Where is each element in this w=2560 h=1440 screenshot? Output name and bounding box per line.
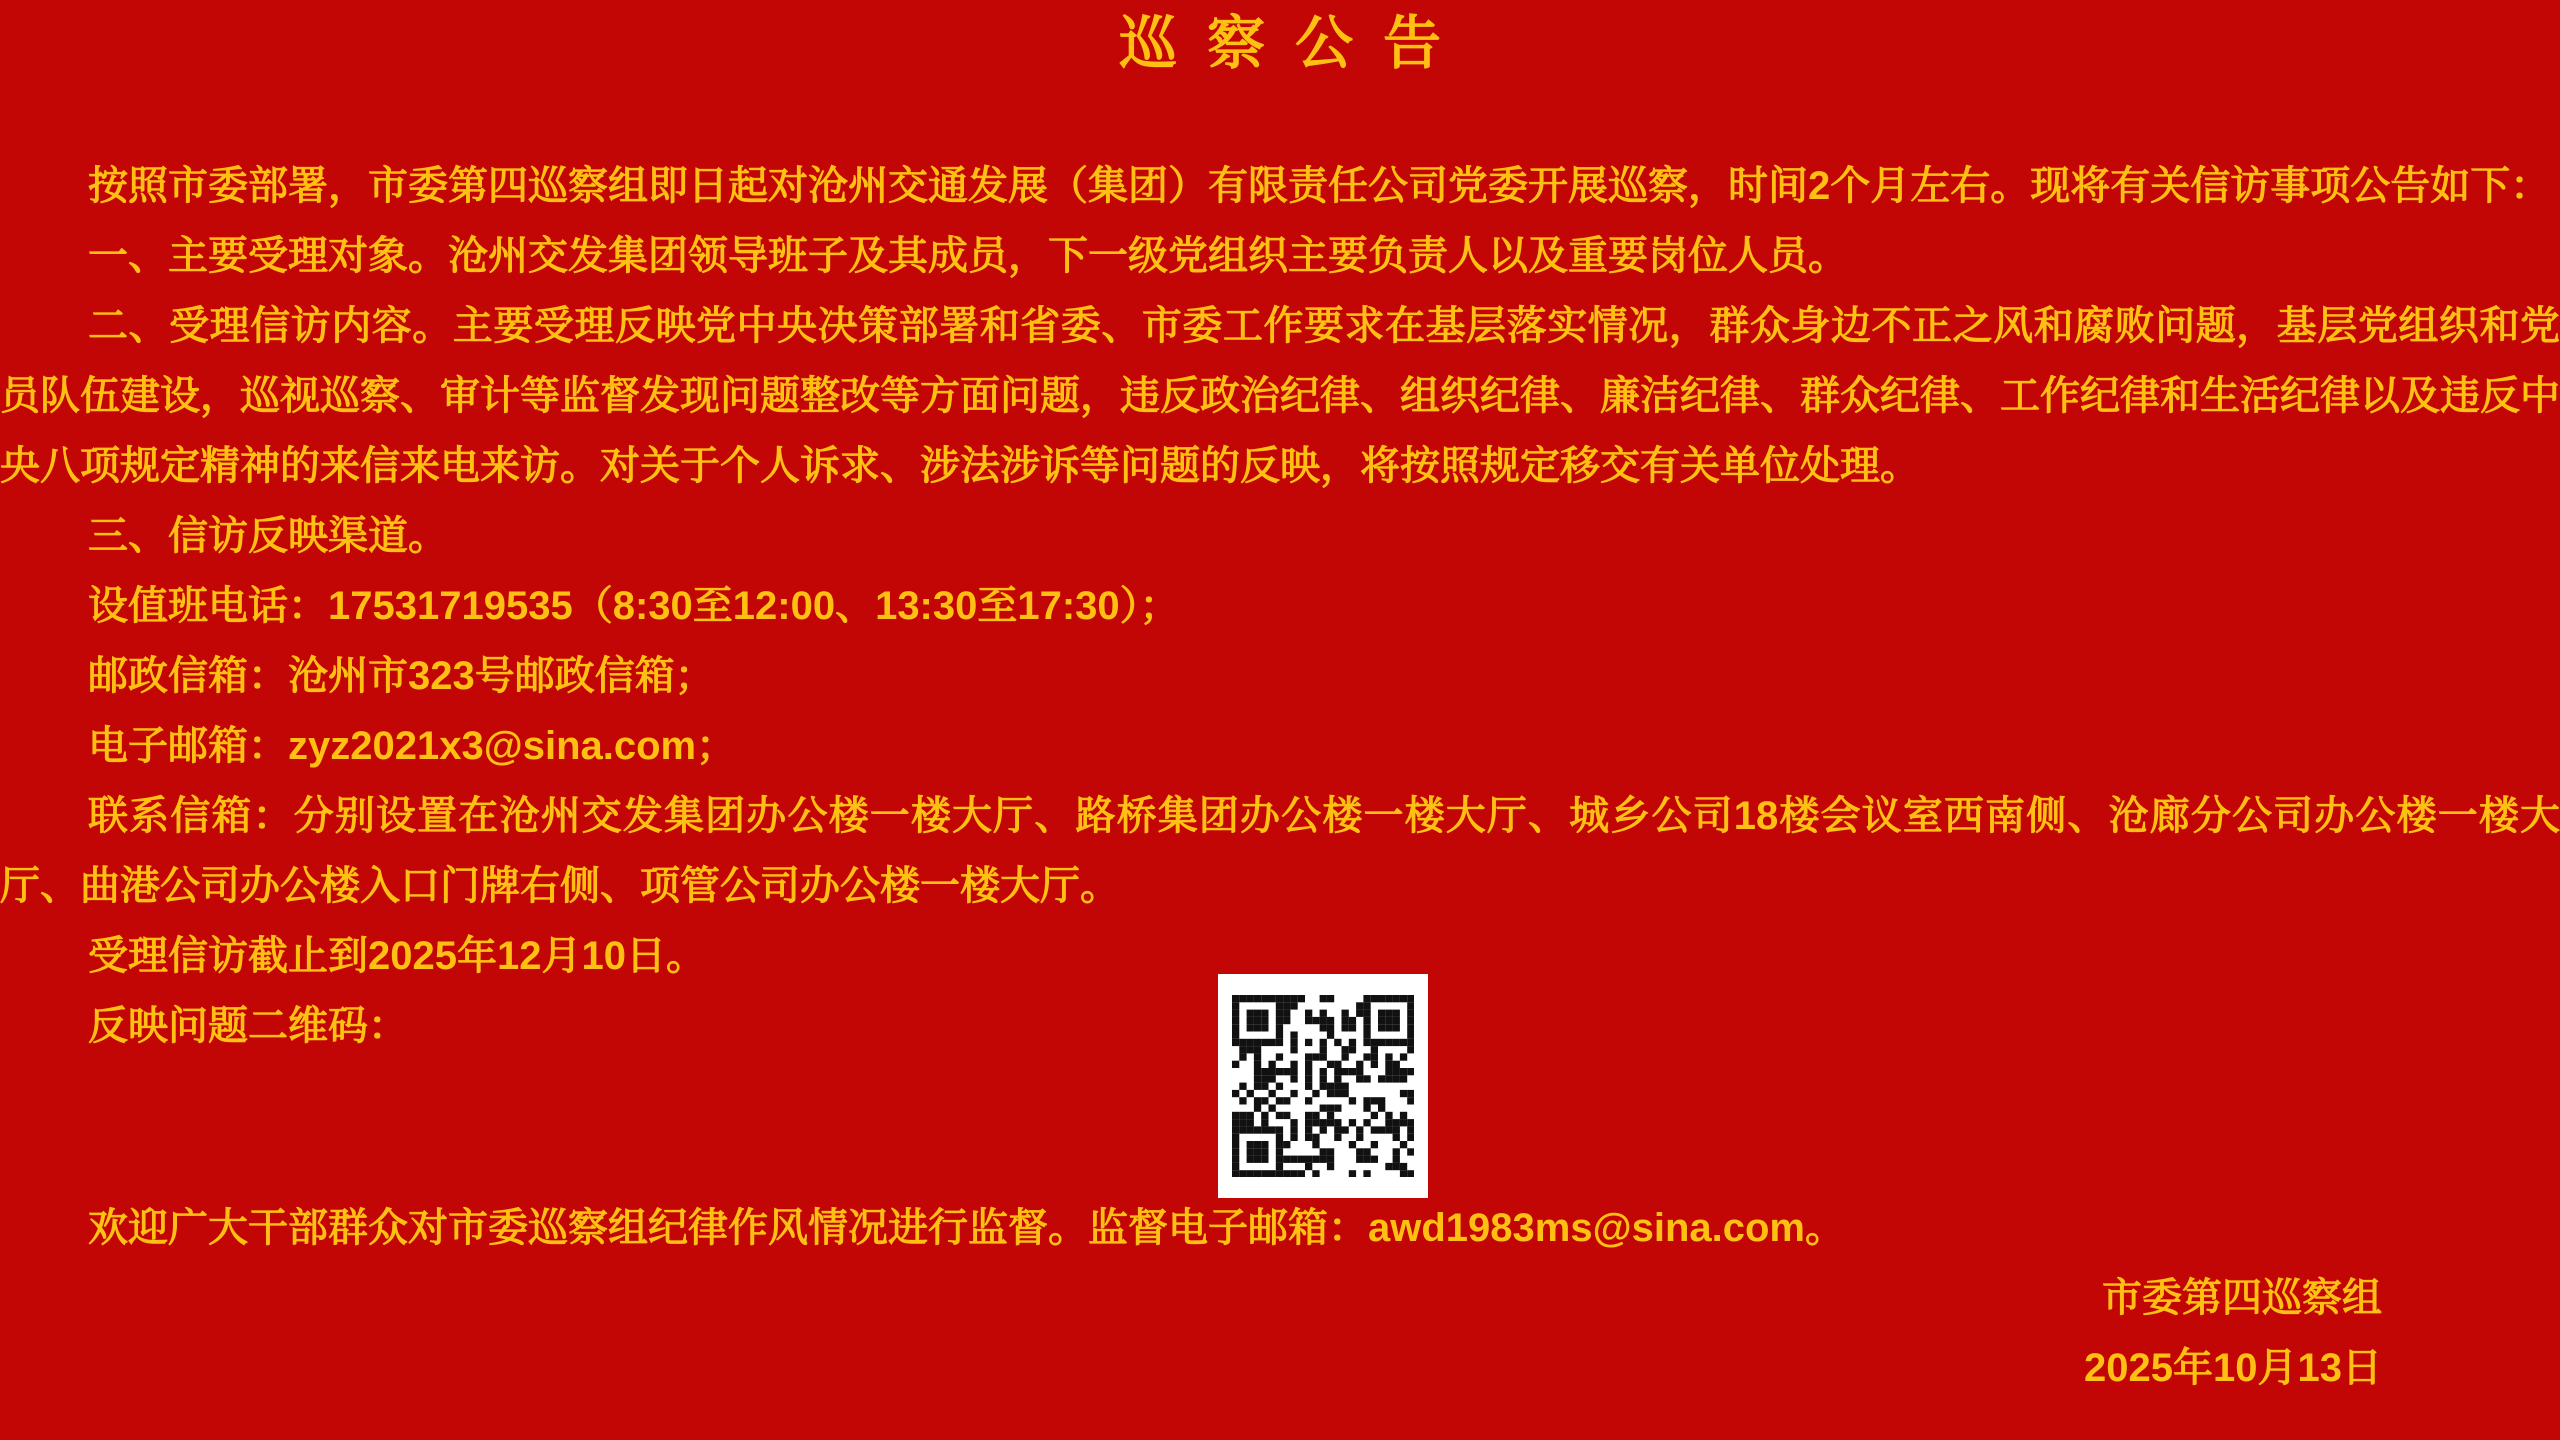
scope-paragraph: 二、受理信访内容。主要受理反映党中央决策部署和省委、市委工作要求在基层落实情况，群众身边不正之风和腐败问题，基层党组织和党员队伍建设，巡视巡察、审计等监督发现问题整改等方面问题，违反政治纪律、组织纪律、廉洁纪律、群众纪律、工作纪律和生活纪律以及违反中央八项规定精神的来信来电来访。对关于个人诉求、涉法涉诉等问题的反映，将按照规定移交有关单位处理。 [0,304,2560,488]
intro-paragraph: 按照市委部署，市委第四巡察组即日起对沧州交通发展（集团）有限责任公司党委开展巡察，时间2个月左右。现将有关信访事项公告如下： [88,164,2551,208]
qr-code-image [1218,974,1428,1198]
postal-line: 邮政信箱：沧州市323号邮政信箱； [88,654,715,698]
qr-label: 反映问题二维码： [88,1004,408,1048]
phone-line: 设值班电话：17531719535（8:30至12:00、13:30至17:30）； [88,584,1180,628]
channels-heading: 三、信访反映渠道。 [88,514,448,558]
email-line: 电子邮箱：zyz2021x3@sina.com； [88,724,737,768]
page-title: 巡察公告 [1118,9,1471,77]
targets-paragraph: 一、主要受理对象。沧州交发集团领导班子及其成员，下一级党组织主要负责人以及重要岗位人员。 [88,234,1848,278]
supervision-line: 欢迎广大干部群众对市委巡察组纪律作风情况进行监督。监督电子邮箱：awd1983ms@sina.com。 [88,1206,1845,1250]
announcement-body [0,151,2560,1403]
contact-boxes-line: 联系信箱：分别设置在沧州交发集团办公楼一楼大厅、路桥集团办公楼一楼大厅、城乡公司18楼会议室西南侧、沧廊分公司办公楼一楼大厅、曲港公司办公楼入口门牌右侧、项管公司办公楼一楼大厅。 [0,794,2560,908]
signature-name: 市委第四巡察组 [2102,1276,2382,1320]
deadline-line: 受理信访截止到2025年12月10日。 [88,934,706,978]
signature-date: 2025年10月13日 [2084,1346,2382,1390]
